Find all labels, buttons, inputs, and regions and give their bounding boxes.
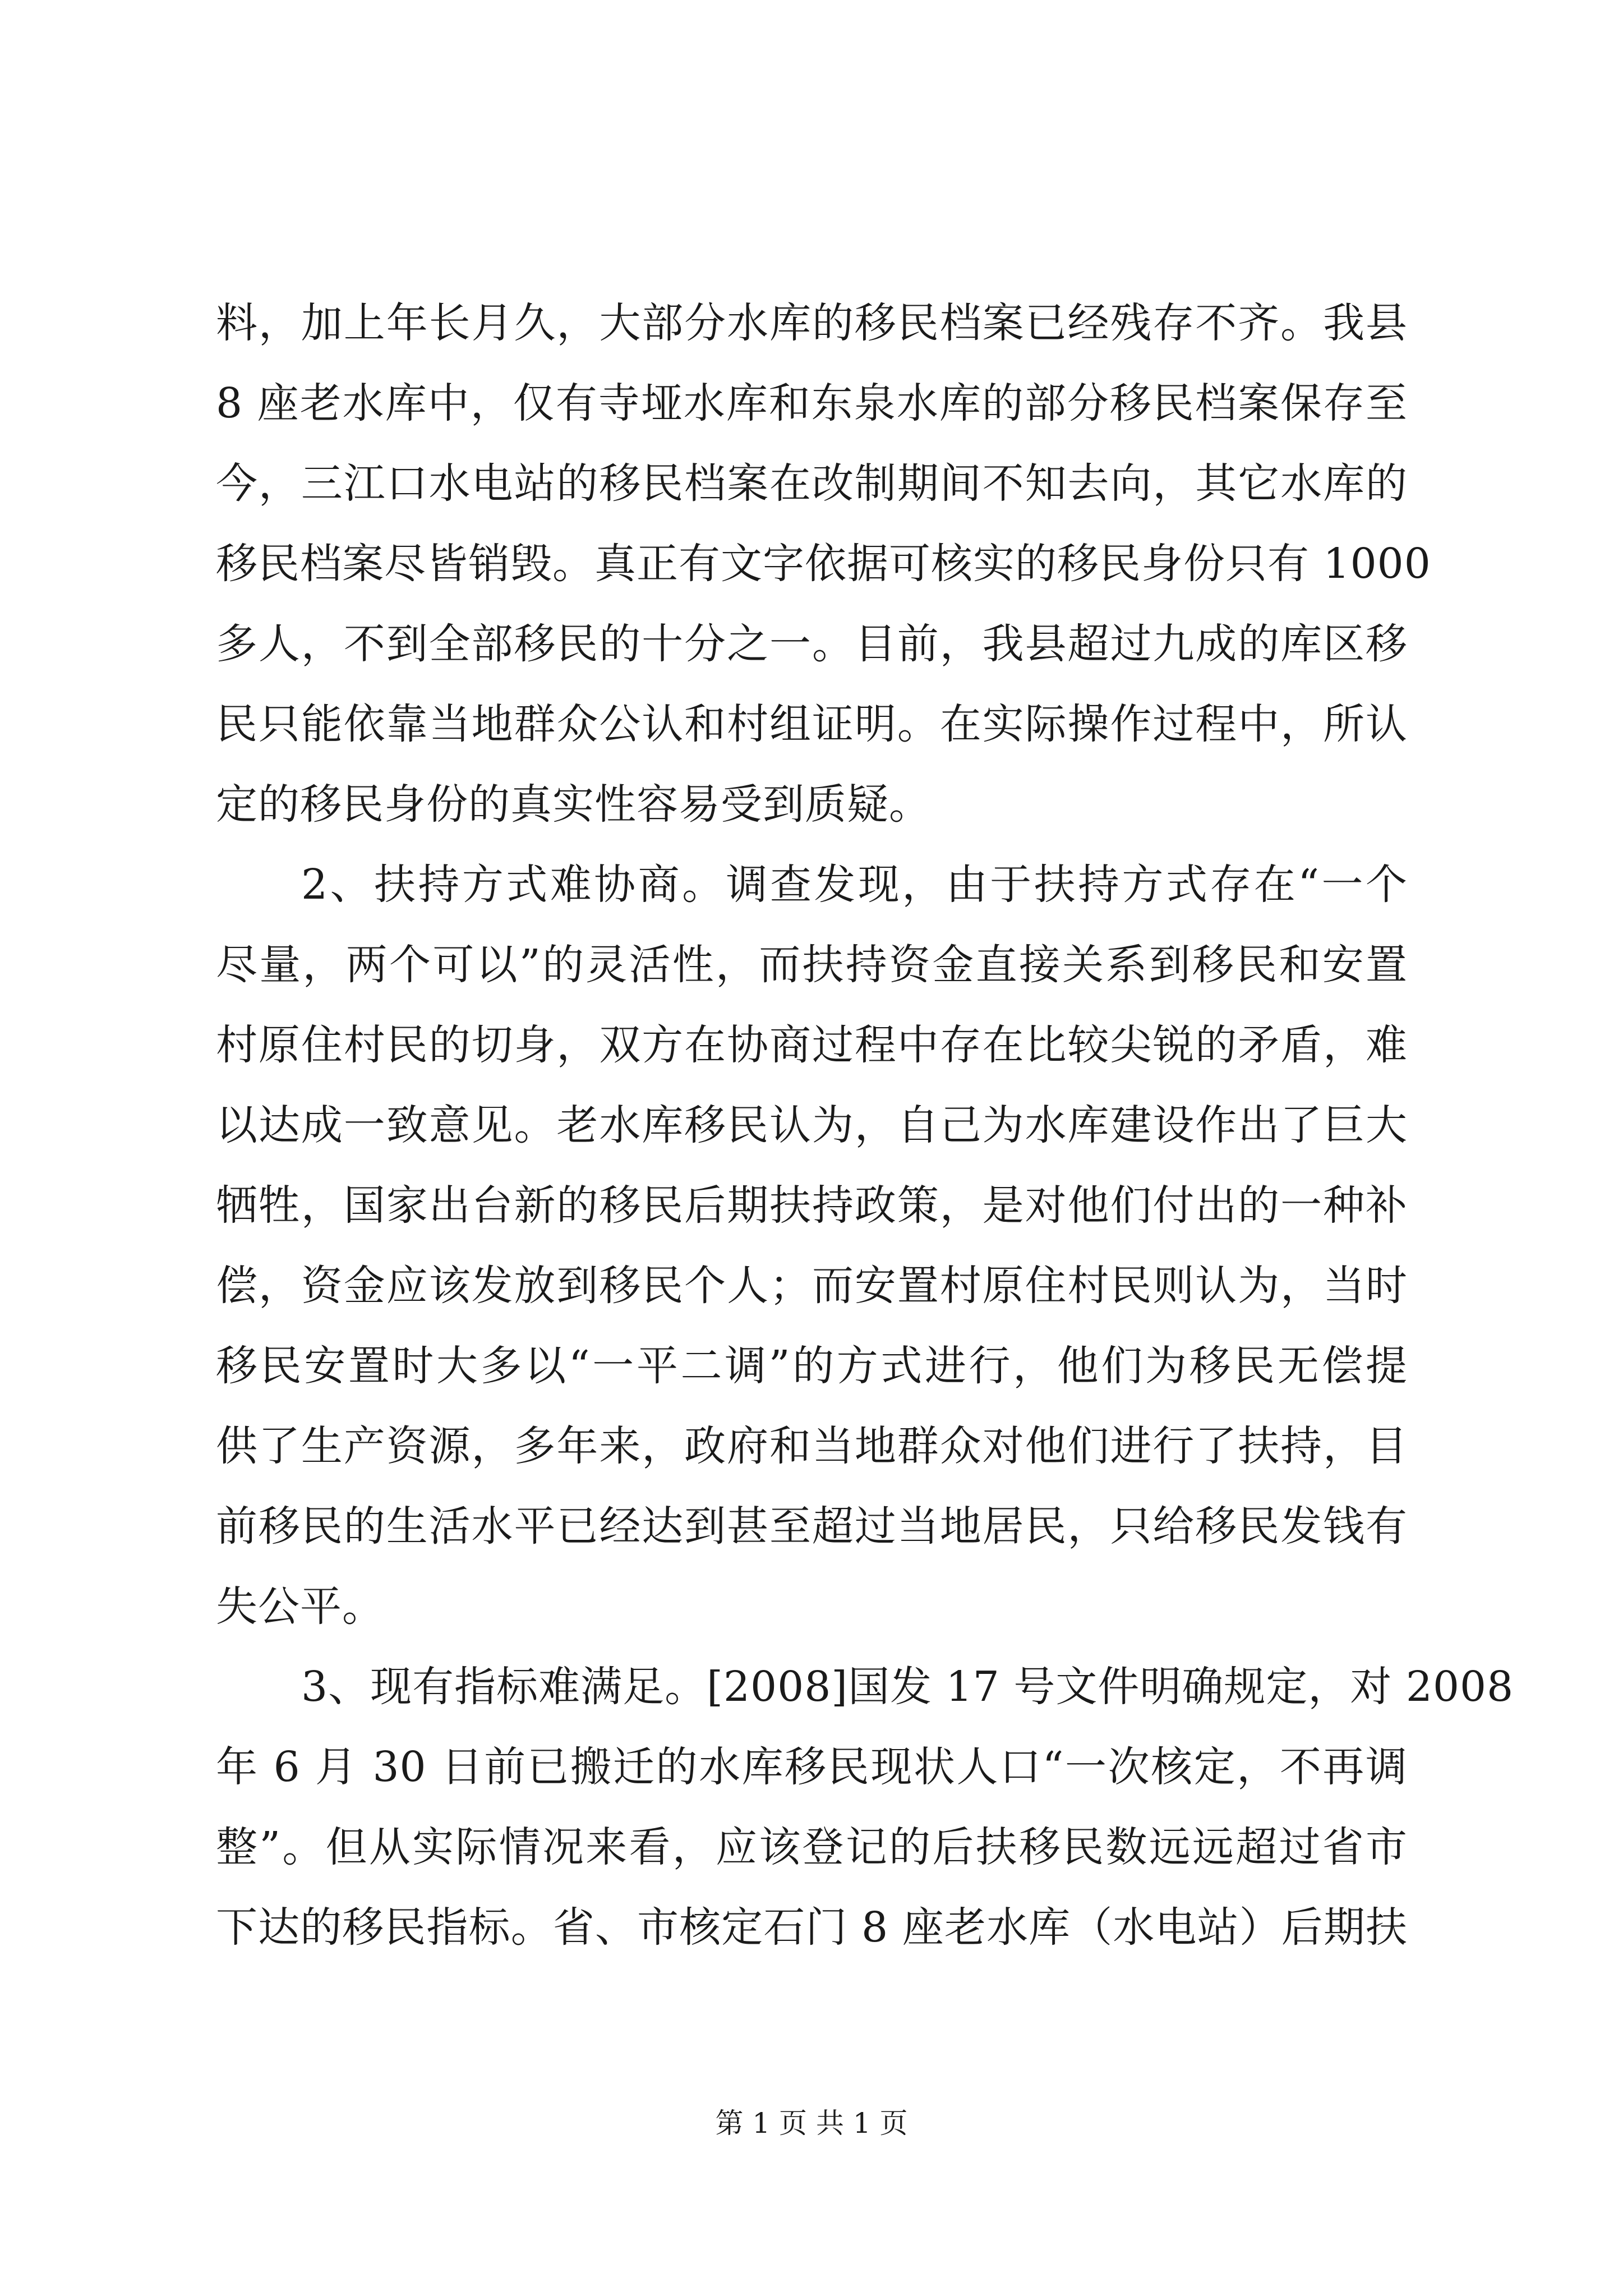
paragraph-line: 移民档案尽皆销毁。真正有文字依据可核实的移民身份只有 1000 [216, 540, 1431, 588]
paragraph-line: 今，三江口水电站的移民档案在改制期间不知去向，其它水库的 [216, 459, 1408, 508]
paragraph-line: 以达成一致意见。老水库移民认为，自己为水库建设作出了巨大 [216, 1101, 1408, 1149]
paragraph-line: 料，加上年长月久，大部分水库的移民档案已经残存不齐。我县 [216, 299, 1408, 347]
paragraph-line: 整”。但从实际情况来看，应该登记的后扶移民数远远超过省市 [216, 1823, 1408, 1871]
document-body [216, 283, 1514, 1968]
paragraph-line: 移民安置时大多以“一平二调”的方式进行，他们为移民无偿提 [216, 1342, 1408, 1390]
paragraph-line: 2、扶持方式难协商。调查发现，由于扶持方式存在“一个 [301, 861, 1408, 909]
paragraph-line: 供了生产资源，多年来，政府和当地群众对他们进行了扶持，目 [216, 1422, 1408, 1470]
paragraph-line: 偿，资金应该发放到移民个人；而安置村原住村民则认为，当时 [216, 1262, 1408, 1310]
paragraph-line: 村原住村民的切身，双方在协商过程中存在比较尖锐的矛盾，难 [216, 1021, 1408, 1069]
paragraph-line: 牺牲，国家出台新的移民后期扶持政策，是对他们付出的一种补 [216, 1181, 1408, 1230]
paragraph-line: 民只能依靠当地群众公认和村组证明。在实际操作过程中，所认 [216, 700, 1408, 748]
paragraph-line: 8 座老水库中，仅有寺垭水库和东泉水库的部分移民档案保存至 [216, 379, 1408, 427]
paragraph-line: 失公平。 [216, 1582, 384, 1631]
paragraph-line: 尽量，两个可以”的灵活性，而扶持资金直接关系到移民和安置 [216, 941, 1408, 989]
paragraph-line: 前移民的生活水平已经达到甚至超过当地居民，只给移民发钱有 [216, 1502, 1408, 1550]
paragraph-line: 下达的移民指标。省、市核定石门 8 座老水库（水电站）后期扶 [216, 1903, 1408, 1952]
paragraph-line: 多人，不到全部移民的十分之一。目前，我县超过九成的库区移 [216, 620, 1408, 668]
paragraph-line: 定的移民身份的真实性容易受到质疑。 [216, 780, 931, 829]
paragraph-line: 3、现有指标难满足。[2008]国发 17 号文件明确规定，对 2008 [301, 1663, 1514, 1711]
page-footer: 第 1 页 共 1 页 [715, 2107, 908, 2139]
paragraph-line: 年 6 月 30 日前已搬迁的水库移民现状人口“一次核定，不再调 [216, 1743, 1408, 1791]
